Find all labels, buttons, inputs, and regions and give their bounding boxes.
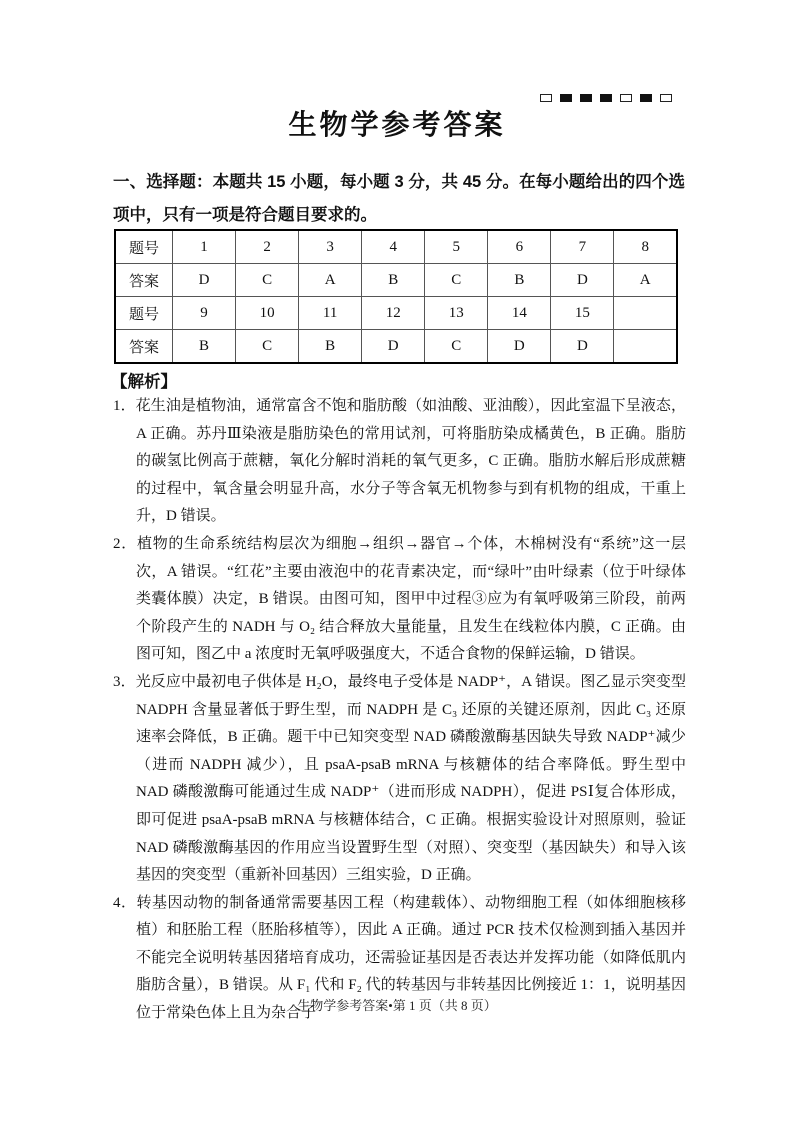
answer-cell: B <box>362 264 425 297</box>
outline-registration-mark <box>620 94 632 102</box>
item-number: 3． <box>113 673 136 690</box>
answer-cell: C <box>425 264 488 297</box>
question-number-cell: 11 <box>299 297 362 330</box>
filled-registration-mark <box>600 94 612 102</box>
registration-marks <box>540 94 672 102</box>
outline-registration-mark <box>540 94 552 102</box>
answer-cell: D <box>362 330 425 364</box>
row-label: 题号 <box>115 230 173 264</box>
question-number-cell <box>614 297 677 330</box>
answer-table <box>114 229 678 364</box>
answer-cell: D <box>173 264 236 297</box>
row-label: 题号 <box>115 297 173 330</box>
question-number-cell: 4 <box>362 230 425 264</box>
filled-registration-mark <box>560 94 572 102</box>
question-number-cell: 13 <box>425 297 488 330</box>
item-text: 转基因动物的制备通常需要基因工程（构建载体）、动物细胞工程（如体细胞核移植）和胚胎工程（胚胎移植等），因此 A 正确。通过 PCR 技术仅检测到插入基因并不能完全说明转基因猪培育成功，还需验证基因是否表达并发挥功能（如降低肌内脂肪含量），B 错误。从 F₁ 代和 F₂ 代的转基因与非转基因比例接近 1：1，说明基因位于常染色体上且为杂合子 <box>136 894 686 1022</box>
question-number-cell: 6 <box>488 230 551 264</box>
question-number-cell: 12 <box>362 297 425 330</box>
answer-cell: B <box>173 330 236 364</box>
question-number-cell: 9 <box>173 297 236 330</box>
table-row <box>115 230 677 264</box>
item-number: 1． <box>113 398 136 414</box>
answer-cell: C <box>236 264 299 297</box>
question-number-cell: 3 <box>299 230 362 264</box>
outline-registration-mark <box>660 94 672 102</box>
answer-cell: A <box>614 264 677 297</box>
question-number-cell: 5 <box>425 230 488 264</box>
item-text: 植物的生命系统结构层次为细胞→组织→器官→个体，木棉树没有“系统”这一层次，A 错误。“红花”主要由液泡中的花青素决定，而“绿叶”由叶绿素（位于叶绿体类囊体膜）决定，B 错误。由图可知，图甲中过程③应为有氧呼吸第三阶段，前两个阶段产生的 NADH 与 O₂ 结合释放大量能量，且发生在线粒体内膜，C 正确。由图可知，图乙中 a 浓度时无氧呼吸强度大，不适合食物的保鲜运输，D 错误。 <box>136 535 686 663</box>
analysis-item-3 <box>113 669 686 890</box>
table-row <box>115 330 677 364</box>
filled-registration-mark <box>640 94 652 102</box>
question-number-cell: 15 <box>551 297 614 330</box>
row-label: 答案 <box>115 264 173 297</box>
question-number-cell: 1 <box>173 230 236 264</box>
table-row <box>115 264 677 297</box>
analysis-item-1 <box>113 393 686 531</box>
answer-cell: D <box>551 264 614 297</box>
question-number-cell: 14 <box>488 297 551 330</box>
question-number-cell: 10 <box>236 297 299 330</box>
answer-cell <box>614 330 677 364</box>
answer-cell: D <box>488 330 551 364</box>
answer-cell: B <box>488 264 551 297</box>
question-number-cell: 8 <box>614 230 677 264</box>
table-row <box>115 297 677 330</box>
answer-cell: A <box>299 264 362 297</box>
analysis-list <box>113 393 686 1028</box>
item-text: 光反应中最初电子供体是 H₂O，最终电子受体是 NADP⁺，A 错误。图乙显示突变型 NADPH 含量显著低于野生型，而 NADPH 是 C₃ 还原的关键还原剂，因此 C₃ 还原速率会降低，B 正确。题干中已知突变型 NAD 磷酸激酶基因缺失导致 NADP⁺减少（进而 NADPH 减少），且 psaA-psaB mRNA 与核糖体的结合率降低。野生型中 NAD 磷酸激酶可能通过生成 NADP⁺（进而形成 NADPH），促进 PSⅠ复合体形成，即可促进 psaA-psaB mRNA 与核糖体结合，C 正确。根据实验设计对照原则，验证 NAD 磷酸激酶基因的作用应当设置野生型（对照）、突变型（基因缺失）和导入该基因的突变型（重新补回基因）三组实验，D 正确。 <box>135 673 686 884</box>
answer-cell: C <box>236 330 299 364</box>
item-text: 花生油是植物油，通常富含不饱和脂肪酸（如油酸、亚油酸），因此室温下呈液态，A 正确。苏丹Ⅲ染液是脂肪染色的常用试剂，可将脂肪染成橘黄色，B 正确。脂肪的碳氢比例高于蔗糖，氧化分解时消耗的氧气更多，C 正确。脂肪水解后形成蔗糖的过程中，氧含量会明显升高，水分子等含氧无机物参与到有机物的组成，干重上升，D 错误。 <box>135 398 686 525</box>
row-label: 答案 <box>115 330 173 364</box>
question-number-cell: 7 <box>551 230 614 264</box>
analysis-label: 【解析】 <box>111 373 177 391</box>
answer-cell: D <box>551 330 614 364</box>
section-one-heading: 一、选择题：本题共 15 小题，每小题 3 分，共 45 分。在每小题给出的四个选项中，只有一项是符合题目要求的。 <box>113 173 685 224</box>
page-title: 生物学参考答案 <box>288 110 506 141</box>
page-footer: 生物学参考答案•第 1 页（共 8 页） <box>297 998 497 1013</box>
question-number-cell: 2 <box>236 230 299 264</box>
item-number: 4． <box>113 894 137 911</box>
analysis-item-2 <box>113 531 686 669</box>
answer-cell: B <box>299 330 362 364</box>
filled-registration-mark <box>580 94 592 102</box>
answer-cell: C <box>425 330 488 364</box>
item-number: 2． <box>113 535 137 552</box>
